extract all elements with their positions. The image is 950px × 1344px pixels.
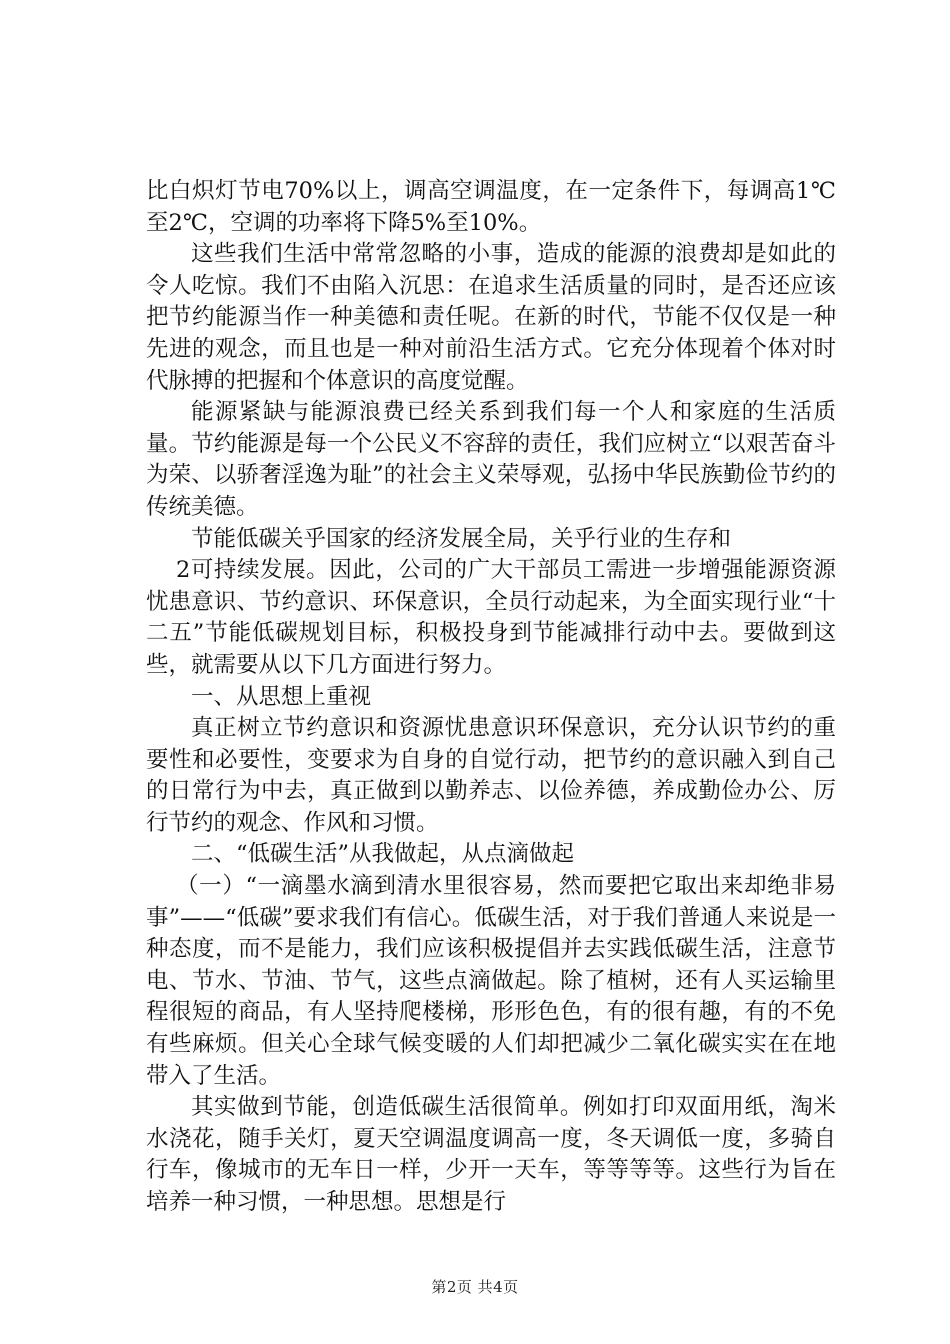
paragraph: 能源紧缺与能源浪费已经关系到我们每一个人和家庭的生活质量。节约能源是每一个公民义不容辞的责任，我们应树立“以艰苦奋斗为荣、以骄奢淫逸为耻”的社会主义荣辱观，弘扬中华民族勤俭节约的传统美德。 <box>146 399 836 520</box>
sub-paragraph: （一）“一滴墨水滴到清水里很容易，然而要把它取出来却绝非易事”——“低碳”要求我们有信心。低碳生活，对于我们普通人来说是一种态度，而不是能力，我们应该积极提倡并去实践低碳生活，注意节电、节水、节油、节气，这些点滴做起。除了植树，还有人买运输里程很短的商品，有人坚持爬楼梯，形形色色，有的很有趣，有的不免有些麻烦。但关心全球气候变暖的人们却把减少二氧化碳实实在在地带入了生活。 <box>146 873 836 1089</box>
paragraph: 其实做到节能，创造低碳生活很简单。例如打印双面用纸，淘米水浇花，随手关灯，夏天空调温度调高一度，冬天调低一度，多骑自行车，像城市的无车日一样，少开一天车，等等等等。这些行为旨在培养一种习惯，一种思想。思想是行 <box>146 1094 836 1215</box>
paragraph: 节能低碳关乎国家的经济发展全局，关乎行业的生存和 <box>191 525 732 552</box>
page-footer: 第2页 共4页 <box>431 1278 519 1296</box>
section-heading: 二、“低碳生活”从我做起，从点滴做起 <box>191 841 575 868</box>
section-heading: 一、从思想上重视 <box>191 683 372 710</box>
paragraph: 这些我们生活中常常忽略的小事，造成的能源的浪费却是如此的令人吃惊。我们不由陷入沉思：在追求生活质量的同时，是否还应该把节约能源当作一种美德和责任呢。在新的时代，节能不仅仅是一种先进的观念，而且也是一种对前沿生活方式。它充分体现着个体对时代脉搏的把握和个体意识的高度觉醒。 <box>146 241 836 394</box>
paragraph-continued: 比白炽灯节电70%以上，调高空调温度，在一定条件下，每调高1℃至2℃，空调的功率将下降5%至10%。 <box>146 178 836 236</box>
paragraph-numbered: 2可持续发展。因此，公司的广大干部员工需进一步增强能源资源忧患意识、节约意识、环保意识，全员行动起来，为全面实现行业“十二五”节能低碳规划目标，积极投身到节能减排行动中去。要做到这些，就需要从以下几方面进行努力。 <box>146 557 836 678</box>
document-body <box>146 176 836 1219</box>
paragraph: 真正树立节约意识和资源忧患意识环保意识，充分认识节约的重要性和必要性，变要求为自身的自觉行动，把节约的意识融入到自己的日常行为中去，真正做到以勤养志、以俭养德，养成勤俭办公、厉行节约的观念、作风和习惯。 <box>146 715 836 836</box>
